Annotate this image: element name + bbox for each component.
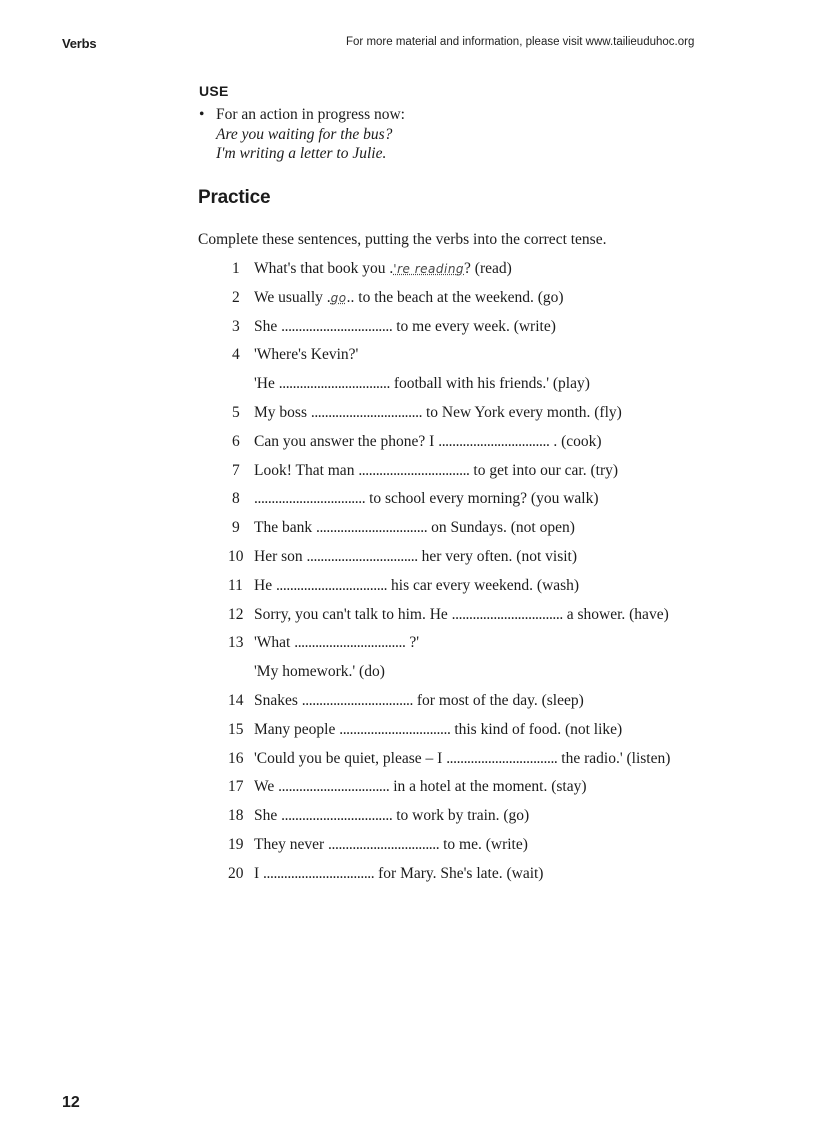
exercise-item [228, 719, 788, 748]
item-number: 12 [228, 605, 244, 623]
exercise-item [228, 575, 788, 604]
item-text-after: a shower. (have) [562, 605, 669, 623]
item-text-before: 'Could you be quiet, please – I [254, 749, 447, 767]
use-section [199, 105, 405, 164]
item-number: 8 [232, 490, 240, 508]
practice-heading: Practice [198, 187, 271, 208]
answer-text: 're reading [393, 262, 465, 276]
item-text-after: her very often. (not visit) [417, 547, 577, 565]
item-number: 16 [228, 749, 244, 767]
answer-blank[interactable]: ................................ [263, 864, 375, 882]
answer-blank[interactable]: ................................ [315, 519, 428, 537]
exercise-item [228, 604, 788, 633]
item-text-after: in a hotel at the moment. (stay) [389, 778, 587, 796]
exercise-item [228, 863, 788, 892]
item-text-before: He [254, 576, 276, 594]
use-point-text: For an action in progress now: [216, 106, 405, 123]
item-text-before: They never [254, 835, 329, 853]
exercise-item [228, 834, 788, 863]
item-text-before: Look! That man [254, 461, 359, 479]
exercise-item [228, 431, 788, 460]
answer-blank[interactable]: ................................ [254, 490, 366, 508]
item-text-before: She [254, 807, 282, 825]
use-heading: USE [199, 83, 229, 99]
item-text-after: to work by train. (go) [392, 807, 530, 825]
item-text-before: 'He [254, 375, 279, 393]
item-number: 3 [232, 317, 240, 335]
item-text-before: I [254, 864, 264, 882]
item-number: 1 [232, 260, 240, 277]
exercise-item [228, 344, 788, 373]
item-number: 17 [228, 778, 244, 796]
exercise-item [228, 402, 788, 431]
item-number: 10 [228, 547, 244, 565]
item-text-after: this kind of food. (not like) [450, 720, 623, 738]
exercise-item [228, 460, 788, 489]
item-text-after: for most of the day. (sleep) [413, 691, 584, 709]
item-text-before: 'Where's Kevin?' [254, 346, 359, 364]
item-number: 18 [228, 807, 244, 825]
item-text-after: ? (read) [464, 260, 512, 277]
exercise-item [228, 805, 788, 834]
item-number: 7 [232, 461, 240, 479]
item-text-after: to get into our car. (try) [469, 461, 619, 479]
item-text-before: What's that book you [254, 260, 390, 277]
running-header-section: Verbs [62, 36, 97, 51]
item-number: 4 [232, 346, 240, 364]
item-text-before: Many people [254, 720, 340, 738]
item-text-before: The bank [254, 519, 316, 537]
bullet-icon: • [199, 106, 205, 123]
exercise-item [228, 661, 788, 690]
answer-blank[interactable]: ................................ [306, 547, 418, 565]
item-text-before: We [254, 778, 279, 796]
use-example: I'm writing a letter to Julie. [216, 145, 387, 162]
answer-text: go [330, 290, 347, 305]
handwritten-answer: .'re reading [389, 260, 465, 277]
item-number: 15 [228, 720, 244, 738]
item-text-before: 'My homework.' (do) [254, 663, 385, 681]
item-number: 19 [228, 835, 244, 853]
item-number: 11 [228, 576, 243, 594]
item-text-after: to me every week. (write) [392, 317, 556, 335]
answer-blank[interactable]: ................................ [451, 605, 563, 623]
item-number: 20 [228, 864, 244, 882]
item-text-before: My boss [254, 403, 311, 421]
answer-blank[interactable]: ................................ [358, 461, 470, 479]
item-text-after: the radio.' (listen) [557, 749, 671, 767]
answer-blank[interactable]: ................................ [278, 778, 390, 796]
exercise-item [228, 373, 788, 402]
item-text-after: to school every morning? (you walk) [365, 490, 599, 508]
item-number: 5 [232, 403, 240, 421]
exercise-item [228, 517, 788, 546]
item-text-after: on Sundays. (not open) [427, 519, 575, 537]
answer-blank[interactable]: ................................ [438, 432, 550, 450]
answer-blank[interactable]: ................................ [328, 835, 440, 853]
exercise-item [228, 546, 788, 575]
item-text-after: to me. (write) [439, 835, 528, 853]
item-text-after: for Mary. She's late. (wait) [374, 864, 544, 882]
answer-blank[interactable]: ................................ [278, 375, 390, 393]
page-number: 12 [62, 1094, 80, 1111]
item-text-before: Her son [254, 547, 307, 565]
item-text-before: Can you answer the phone? I [254, 432, 439, 450]
item-text-before: She [254, 317, 282, 335]
item-number: 14 [228, 691, 244, 709]
answer-blank[interactable]: ................................ [310, 403, 423, 421]
answer-blank[interactable]: ................................ [301, 691, 413, 709]
practice-instruction: Complete these sentences, putting the verbs into the correct tense. [198, 231, 607, 248]
exercise-item [228, 316, 788, 345]
exercise-item [228, 690, 788, 719]
exercise-item [228, 776, 788, 805]
exercise-item [228, 488, 788, 517]
exercise-item [228, 632, 788, 661]
item-text-after: to New York every month. (fly) [422, 403, 622, 421]
exercise-item [228, 258, 788, 287]
item-text-after: ?' [405, 634, 419, 652]
use-example: Are you waiting for the bus? [216, 125, 393, 143]
answer-blank[interactable]: ................................ [281, 807, 393, 825]
item-text-after: football with his friends.' (play) [389, 375, 590, 393]
handwritten-answer: .go [326, 288, 347, 306]
answer-blank[interactable]: ................................ [339, 720, 451, 738]
item-text-after: his car every weekend. (wash) [387, 576, 580, 594]
exercise-item [228, 748, 788, 777]
use-point [199, 105, 405, 125]
item-number: 13 [228, 634, 244, 652]
answer-blank[interactable]: ................................ [275, 576, 388, 594]
running-header-notice: For more material and information, please visit www.tailieuduhoc.org [346, 36, 695, 48]
item-text-after: . (cook) [549, 432, 602, 450]
answer-blank[interactable]: ................................ [446, 749, 558, 767]
exercise-list [228, 258, 788, 892]
exercise-item [228, 287, 788, 316]
item-number: 6 [232, 432, 240, 450]
item-number: 2 [232, 288, 240, 306]
item-text-before: Snakes [254, 691, 302, 709]
answer-blank[interactable]: ................................ [281, 317, 393, 335]
item-text-before: We usually [254, 288, 327, 306]
answer-blank[interactable]: ................................ [294, 634, 406, 652]
item-text-after: .. to the beach at the weekend. (go) [346, 288, 564, 306]
item-number: 9 [232, 519, 240, 537]
item-text-before: 'What [254, 634, 295, 652]
item-text-before: Sorry, you can't talk to him. He [254, 605, 452, 623]
